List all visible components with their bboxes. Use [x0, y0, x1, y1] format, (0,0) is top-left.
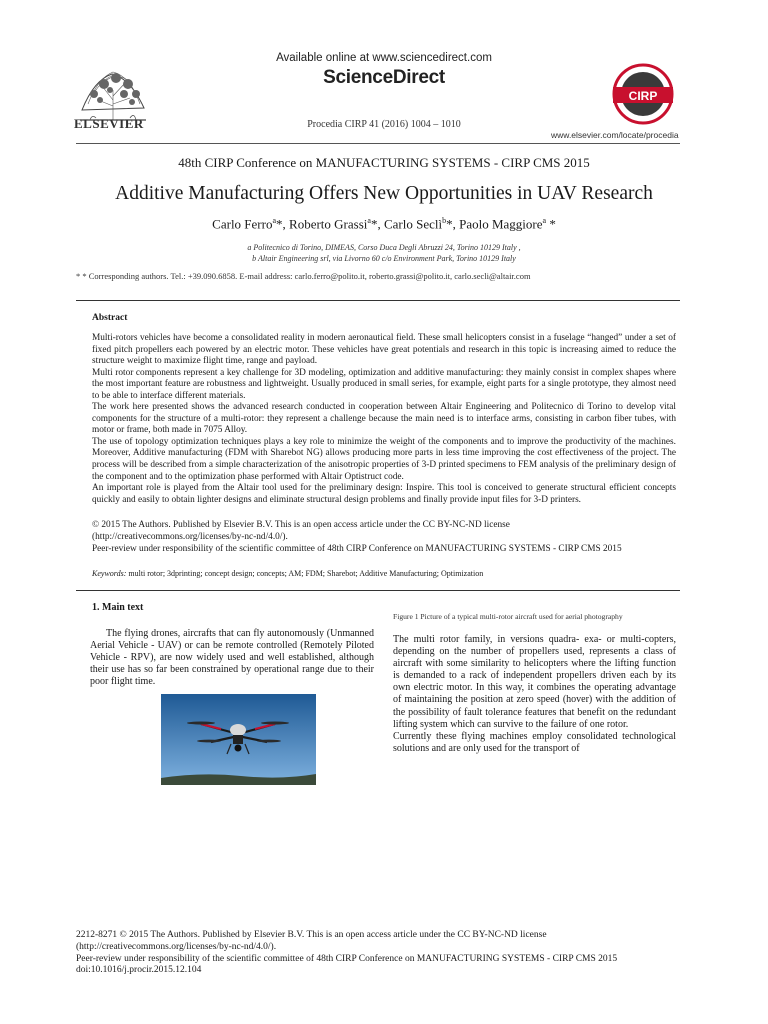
keywords: [92, 569, 483, 578]
author-affiliation-mark: a: [542, 216, 547, 225]
drone-photo: [161, 694, 316, 785]
left-column: [90, 628, 374, 688]
available-online-text: Available online at www.sciencedirect.com: [276, 52, 492, 64]
conference-name: 48th CIRP Conference on MANUFACTURING SYSTEMS - CIRP CMS 2015: [178, 155, 590, 170]
abstract-top-rule: [76, 300, 680, 301]
abstract-paragraph: An important role is played from the Altair tool used for the preliminary design: Inspire. This tool is conceived to generate structural efficient concepts quickly and easily to obtain lighter designs and eliminate structural design problems and finally provide input files for 3-D printers.: [92, 483, 676, 505]
body-paragraph: Currently these flying machines employ consolidated technological solutions and are only used for the transport of: [393, 730, 676, 754]
cirp-logo: [607, 63, 679, 125]
author-name: Carlo Ferro: [212, 216, 273, 232]
journal-reference: Procedia CIRP 41 (2016) 1004 – 1010: [307, 119, 461, 130]
keywords-list: multi rotor; 3dprinting; concept design; concepts; AM; FDM; Sharebot; Additive Manufacturing; Optimization: [126, 569, 484, 578]
abstract-bottom-rule: [76, 590, 680, 591]
footer-issn-line: 2212-8271 © 2015 The Authors. Published by Elsevier B.V. This is an open access article under the CC BY-NC-ND license: [76, 930, 547, 940]
author-name: Roberto Grassi: [289, 216, 368, 232]
publisher-name: ELSEVIER: [74, 116, 144, 131]
peer-review-line: Peer-review under responsibility of the scientific committee of 48th CIRP Conference on MANUFACTURING SYSTEMS - CIRP CMS 2015: [92, 544, 622, 554]
corresponding-authors: * * Corresponding authors. Tel.: +39.090.6858. E-mail address: carlo.ferro@polito.it, roberto.grassi@polito.it, carlo.secli@altair.com: [76, 271, 531, 281]
abstract-paragraph: The use of topology optimization techniques plays a key role to minimize the weight of the components and to improve the productivity of the machines. Moreover, Additive manufacturing (FDM with Sharebot NG) allows producing more parts in less time improving the cost effectiveness of the project. The process will be described from a simple characterization of the anisotropic properties of 3-D printed specimens to FEM analysis of the preliminary design of the component and to the optimization phase performed with Altair Optistruct code.: [92, 436, 676, 482]
abstract-heading: Abstract: [92, 313, 128, 323]
header-divider: [76, 143, 680, 144]
cirp-logo-text: CIRP: [628, 89, 658, 103]
footer-doi[interactable]: doi:10.1016/j.procir.2015.12.104: [76, 965, 202, 976]
author-name: Carlo Seclì: [383, 216, 443, 232]
author-affiliation-mark: a: [272, 216, 277, 225]
license-link[interactable]: (http://creativecommons.org/licenses/by-nc-nd/4.0/).: [92, 532, 288, 542]
body-paragraph: The multi rotor family, in versions quadra- exa- or multi-copters, depending on the number of propellers used, represents a class of aircraft with some similarity to helicopters where the lifting function is demanded to a rack of independent propellers driven each by its own electric motor. In this way, it combines the operating advantage of maintaining the position at zero speed (hover) with the addition of the possibility of fault tolerance features that benefit on the redundant lifting system which can survive to the failure of one rotor.: [393, 634, 676, 730]
section-heading: 1. Main text: [92, 602, 144, 613]
abstract-paragraph: Multi rotor components represent a key challenge for 3D modeling, optimization and additive manufacturing: they mainly consist in complex shapes where the most important feature are robustness and lightweight. Usually produced in small series, for example, eight parts for a single prototype, they almost need to be able to interface different materials.: [92, 367, 676, 401]
page-footer: [76, 930, 680, 977]
body-paragraph: The flying drones, aircrafts that can fly autonomously (Unmanned Aerial Vehicle - UAV) or can be remote controlled (Remotely Piloted Vehicle - RPV), are now widely used and well established, although their use has so far been constrained by operational range due to their poor flight time.: [90, 628, 374, 688]
keywords-label: Keywords:: [92, 569, 127, 578]
abstract-paragraph: Multi-rotors vehicles have become a consolidated reality in modern aeronautical field. These small helicopters consist in a fuselage “hanged” under a set of fixed pitch propellers each powered by an electric motor. These vehicles have great potentials and research in this topic is increasing aimed to reduce the structure weight to maximize flight time, range and payload.: [92, 333, 676, 367]
author-affiliation-mark: a: [367, 216, 371, 225]
license-line: © 2015 The Authors. Published by Elsevier B.V. This is an open access article under the CC BY-NC-ND license: [92, 520, 510, 530]
paper-title: Additive Manufacturing Offers New Opportunities in UAV Research: [115, 183, 653, 204]
footer-peer-review: Peer-review under responsibility of the scientific committee of 48th CIRP Conference on MANUFACTURING SYSTEMS - CIRP CMS 2015: [76, 953, 618, 964]
abstract-body: [92, 333, 676, 506]
abstract-paragraph: The work here presented shows the advanced research conducted in cooperation between Altair Engineering and Politecnico di Torino to develop vital components for the structure of a multi-rotor: they represent a challenge because the main need is to interface arms, consisting in carbon fiber tubes, with motor or frame, both made in 7075 Alloy.: [92, 402, 676, 436]
author-name: Paolo Maggiore: [459, 216, 543, 232]
right-column: [393, 634, 676, 755]
author-affiliation-mark: b: [442, 216, 447, 225]
affiliation-b: b Altair Engineering srl, via Livorno 60 c/o Environment Park, Torino 10129 Italy: [252, 254, 516, 263]
license-notice: [92, 519, 676, 555]
figure-caption: Figure 1 Picture of a typical multi-rotor aircraft used for aerial photography: [393, 612, 623, 621]
affiliation-a: a Politecnico di Torino, DIMEAS, Corso Duca Degli Abruzzi 24, Torino 10129 Italy ,: [247, 243, 521, 252]
journal-url[interactable]: www.elsevier.com/locate/procedia: [551, 130, 679, 140]
footer-license-link[interactable]: (http://creativecommons.org/licenses/by-nc-nd/4.0/).: [76, 941, 277, 952]
author-list: Carlo Ferro$^a$*, Roberto Grassi$^a$*, Carlo Seclì$^b$*, Paolo Maggiore$^a$ *: [212, 216, 556, 232]
sciencedirect-logo-text: ScienceDirect: [323, 67, 445, 88]
